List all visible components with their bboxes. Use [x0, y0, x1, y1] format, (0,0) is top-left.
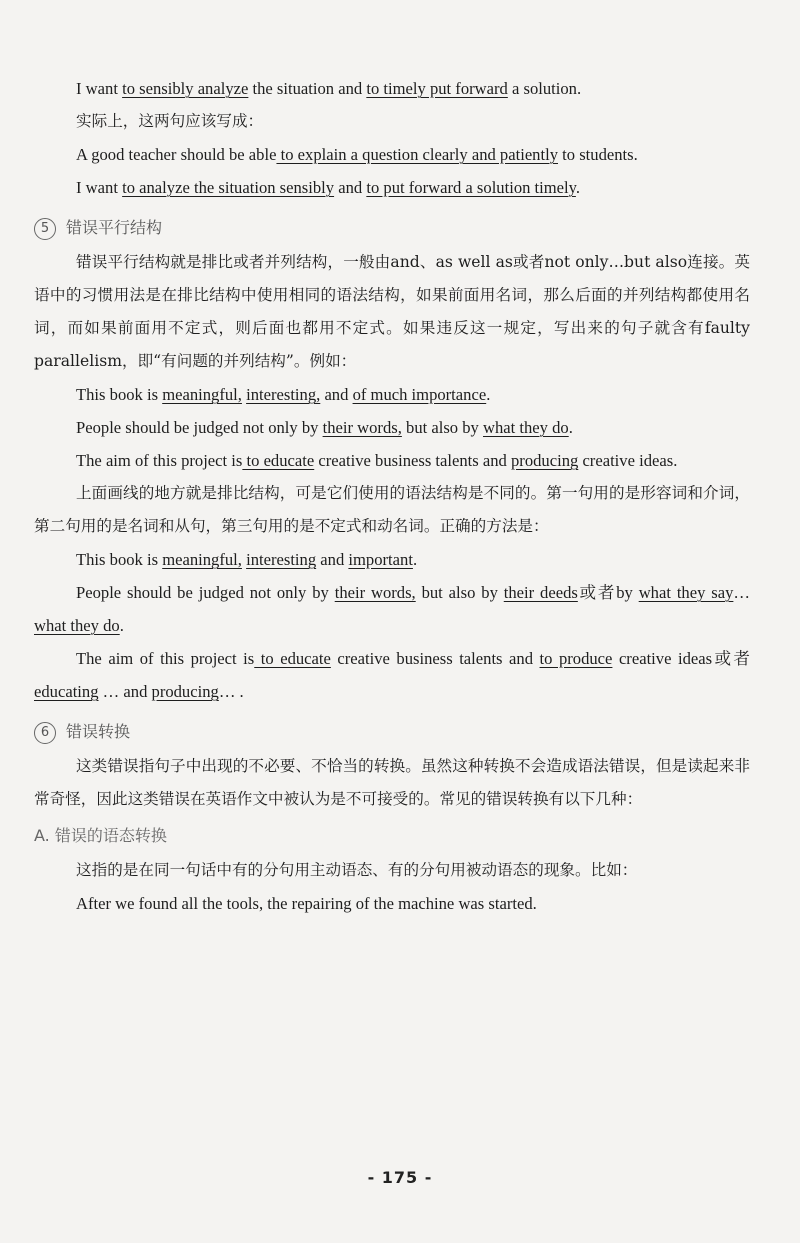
- example-sentence: People should be judged not only by their words, but also by their deeds或者by what they say… what they do.: [34, 583, 750, 635]
- circled-number: 5: [34, 218, 56, 240]
- paragraph: 这类错误指句子中出现的不必要、不恰当的转换。虽然这种转换不会造成语法错误，但是读起来非常奇怪，因此这类错误在英语作文中被认为是不可接受的。常见的错误转换有以下几种：: [34, 757, 750, 808]
- example-sentence: After we found all the tools, the repairing of the machine was started.: [76, 894, 537, 913]
- subsection-heading: A. 错误的语态转换: [34, 826, 167, 845]
- example-sentence: The aim of this project is to educate creative business talents and to produce creative ideas或者educating … and producing… .: [34, 649, 751, 701]
- circled-number: 6: [34, 722, 56, 744]
- paragraph: 这指的是在同一句话中有的分句用主动语态、有的分句用被动语态的现象。比如：: [76, 861, 638, 879]
- example-sentence: I want to sensibly analyze the situation and to timely put forward a solution.: [76, 79, 582, 98]
- section-title: 错误转换: [66, 722, 131, 741]
- example-sentence: The aim of this project is to educate creative business talents and producing creative ideas.: [76, 451, 678, 470]
- example-sentence: A good teacher should be able to explain a question clearly and patiently to students.: [76, 145, 638, 164]
- section-title: 错误平行结构: [66, 218, 163, 237]
- paragraph: 实际上，这两句应该写成：: [76, 112, 264, 130]
- section-heading-5: [34, 210, 750, 246]
- section-heading-6: [34, 714, 750, 750]
- example-sentence: This book is meaningful, interesting and important.: [76, 550, 418, 569]
- page-content: [34, 72, 750, 920]
- example-sentence: People should be judged not only by their words, but also by what they do.: [76, 418, 573, 437]
- paragraph: 上面画线的地方就是排比结构，可是它们使用的语法结构是不同的。第一句用的是形容词和介词，第二句用的是名词和从句，第三句用的是不定式和动名词。正确的方法是：: [34, 484, 750, 535]
- paragraph: 错误平行结构就是排比或者并列结构，一般由and、as well as或者not only…but also连接。英语中的习惯用法是在排比结构中使用相同的语法结构，如果前面用名词，那么后面的并列结构都使用名词，而如果前面用不定式，则后面也都用不定式。如果违反这一规定，写出来的句子就含有faulty parallelism，即“有问题的并列结构”。例如：: [34, 253, 750, 370]
- example-sentence: I want to analyze the situation sensibly and to put forward a solution timely.: [76, 178, 581, 197]
- page-number: - 175 -: [367, 1168, 433, 1187]
- example-sentence: This book is meaningful, interesting, and of much importance.: [76, 385, 491, 404]
